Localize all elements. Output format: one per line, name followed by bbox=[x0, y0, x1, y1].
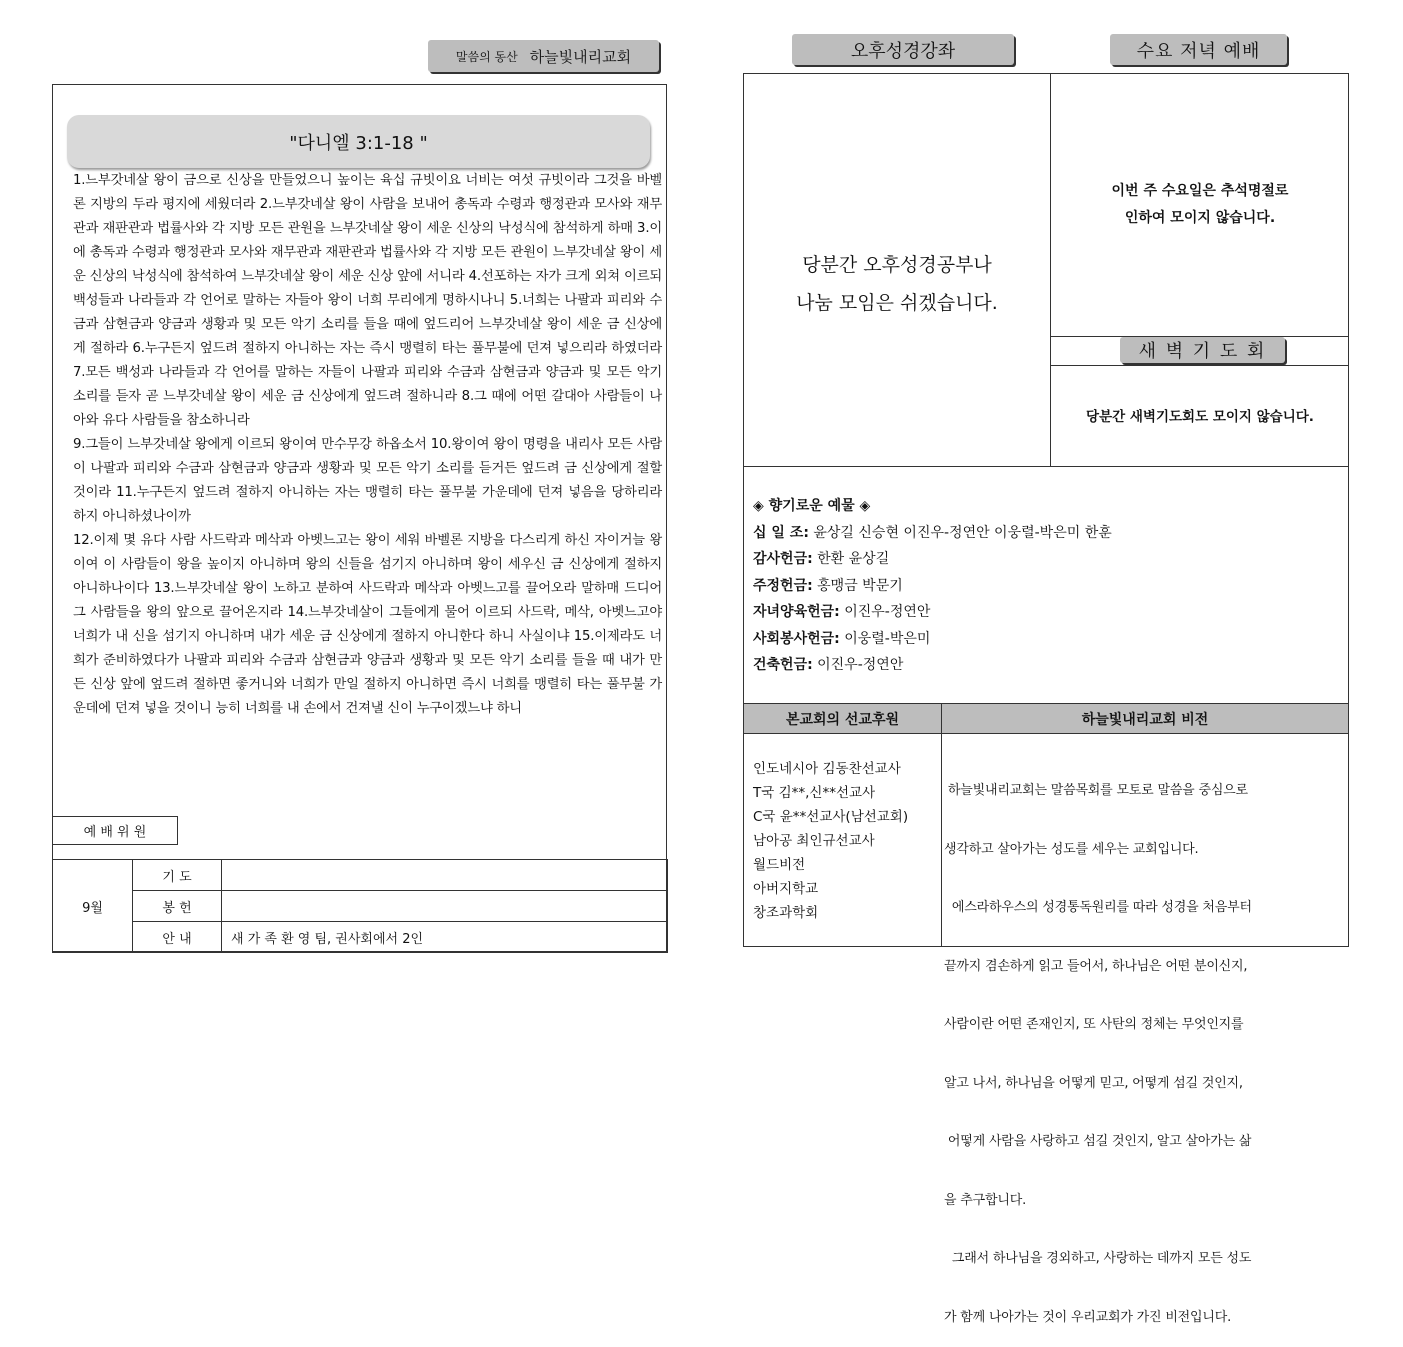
passage-title-bar bbox=[67, 115, 650, 168]
mission-list bbox=[753, 757, 939, 925]
divider-mission-vision bbox=[941, 703, 942, 947]
table-row bbox=[53, 860, 668, 891]
vision-line: 가 함께 나아가는 것이 우리교회가 가진 비전입니다. bbox=[944, 1309, 1232, 1325]
vision-line: 끝까지 겸손하게 읽고 들어서, 하나님은 어떤 분이신지, bbox=[944, 958, 1248, 974]
divider-dawn-bottom bbox=[1050, 365, 1349, 366]
list-item: 월드비전 bbox=[753, 857, 806, 873]
month-cell: 9월 bbox=[53, 860, 133, 953]
list-item: C국 윤**선교사(남선교회) bbox=[753, 809, 909, 825]
role-cell: 안 내 bbox=[133, 922, 222, 953]
worship-committee-label: 예 배 위 원 bbox=[52, 816, 178, 845]
divider-offering-top bbox=[743, 466, 1349, 467]
vision-line: 생각하고 살아가는 성도를 세우는 교회입니다. bbox=[944, 841, 1199, 857]
mission-header: 본교회의 선교후원 bbox=[744, 704, 941, 733]
offering-title: ◈ 향기로운 예물 ◈ bbox=[753, 498, 871, 514]
offering-item: 십 일 조: 윤상길 신승현 이진우-정연안 이웅렬-박은미 한훈 bbox=[753, 524, 1112, 541]
vision-line: 어떻게 사람을 사랑하고 섬길 것인지, 알고 살아가는 삶 bbox=[944, 1134, 1252, 1149]
afternoon-notice: 당분간 오후성경공부나 나눔 모임은 쉬겠습니다. bbox=[796, 254, 998, 314]
vision-header: 하늘빛내리교회 비전 bbox=[942, 704, 1348, 733]
scripture-paragraph: 12.이제 몇 유다 사람 사드락과 메삭과 아벳느고는 왕이 세워 바벨론 지방을 다스리게 하신 자이거늘 왕이여 이 사람들이 왕을 높이지 아니하며 왕의 신들을 섬기지 아니하며 왕이 세우신 금 신상에게 절하지 아니하나이다 13.느부갓네살 왕이 노하고 분하여 사드락과 메삭과 아벳느고를 끌어오라 말하매 드디어 그 사람들을 왕의 앞으로 끌어온지라 14.느부갓네살이 그들에게 물어 이르되 사드락, 메삭, 아벳느고야 너희가 내 신을 섬기지 아니하며 내가 세운 금 신상에게 절하지 아니한다 하니 사실이냐 15.이제라도 너희가 준비하였다가 나팔과 피리와 수금과 삼현금과 양금과 생황과 및 모든 악기 소리를 들을 때 내가 만든 신상 앞에 엎드려 절하면 좋거니와 너희가 만일 절하지 아니하면 즉시 너희를 맹렬히 타는 풀무불 가운데에 던져 넣을 것이니 능히 너희를 내 손에서 건져낼 신이 누구이겠느냐 하니 bbox=[73, 533, 662, 716]
table-row bbox=[53, 891, 668, 922]
value-cell bbox=[222, 860, 668, 891]
church-motto: 말씀의 동산 bbox=[455, 49, 518, 64]
dawn-prayer-tag: 새 벽 기 도 회 bbox=[1120, 337, 1285, 363]
church-name: 하늘빛내리교회 bbox=[529, 47, 632, 66]
value-cell: 새 가 족 환 영 팀, 권사회에서 2인 bbox=[222, 922, 668, 953]
list-item: 남아공 최인규선교사 bbox=[753, 833, 875, 849]
vision-line: 알고 나서, 하나님을 어떻게 믿고, 어떻게 섬길 것인지, bbox=[944, 1075, 1243, 1091]
table-row bbox=[53, 922, 668, 953]
vision-line: 사람이란 어떤 존재인지, 또 사탄의 정체는 무엇인지를 bbox=[944, 1017, 1244, 1032]
list-item: 인도네시아 김동찬선교사 bbox=[753, 761, 901, 777]
vision-line: 에스라하우스의 성경통독원리를 따라 성경을 처음부터 bbox=[944, 900, 1252, 915]
offering-section bbox=[753, 493, 1343, 679]
divider-header-bottom bbox=[743, 733, 1349, 734]
vision-text bbox=[944, 742, 1347, 1347]
worship-committee-table bbox=[52, 859, 668, 953]
offering-item: 주정헌금: 홍맹금 박문기 bbox=[753, 577, 903, 594]
scripture-paragraph: 9.그들이 느부갓네살 왕에게 이르되 왕이여 만수무강 하옵소서 10.왕이여 왕이 명령을 내리사 모든 사람이 나팔과 피리와 수금과 삼현금과 양금과 생황과 및 모든 악기 소리를 듣거든 엎드려 금 신상에게 절할 것이라 11.누구든지 엎드려 절하지 아니하는 자는 맹렬히 타는 풀무불 가운데에 던져 넣음을 당하리라 하지 아니하셨나이까 bbox=[73, 437, 662, 524]
afternoon-class-tag: 오후성경강좌 bbox=[792, 34, 1014, 65]
vision-line: 을 추구합니다. bbox=[944, 1192, 1027, 1208]
list-item: 창조과학회 bbox=[753, 905, 819, 921]
role-cell: 봉 헌 bbox=[133, 891, 222, 922]
church-name-tag bbox=[428, 40, 659, 72]
wednesday-service-tag: 수요 저녁 예배 bbox=[1110, 34, 1287, 65]
vision-line: 그래서 하나님을 경외하고, 사랑하는 데까지 모든 성도 bbox=[944, 1251, 1252, 1266]
offering-item: 자녀양육헌금: 이진우-정연안 bbox=[753, 604, 931, 620]
offering-item: 건축헌금: 이진우-정연안 bbox=[753, 657, 904, 673]
role-cell: 기 도 bbox=[133, 860, 222, 891]
offering-item: 사회봉사헌금: 이웅렬-박은미 bbox=[753, 630, 931, 647]
wednesday-notice: 이번 주 수요일은 추석명절로 인하여 모이지 않습니다. bbox=[1111, 183, 1289, 226]
list-item: T국 김**,신**선교사 bbox=[753, 785, 876, 801]
scripture-paragraph: 1.느부갓네살 왕이 금으로 신상을 만들었으니 높이는 육십 규빗이요 너비는 여섯 규빗이라 그것을 바벨론 지방의 두라 평지에 세웠더라 2.느부갓네살 왕이 사람을 보내어 총독과 수령과 행정관과 모사와 재무관과 재판관과 법률사와 각 지방 모든 관원을 느부갓네살 왕이 세운 신상의 낙성식에 참석하게 하매 3.이에 총독과 수령과 행정관과 모사와 재무관과 재판관과 법률사와 각 지방 모든 관원이 느부갓네살 왕이 세운 신상의 낙성식에 참석하여 느부갓네살 왕이 세운 신상 앞에 서니라 4.선포하는 자가 크게 외쳐 이르되 백성들과 나라들과 각 언어로 말하는 자들아 왕이 너희 무리에게 명하시나니 5.너희는 나팔과 피리와 수금과 삼현금과 양금과 생황과 및 모든 악기 소리를 들을 때에 엎드리어 느부갓네살 왕이 세운 금 신상에게 절하라 6.누구든지 엎드려 절하지 아니하는 자는 즉시 맹렬히 타는 풀무불에 던져 넣으리라 하였더라 7.모든 백성과 나라들과 각 언어를 말하는 자들이 나팔과 피리와 수금과 삼현금과 양금과 및 모든 악기 소리를 듣자 곧 느부갓네살 왕이 세운 금 신상에게 엎드려 절하니라 8.그 때에 어떤 갈대아 사람들이 나아와 유다 사람들을 참소하니라 bbox=[73, 173, 662, 428]
offering-item: 감사헌금: 한환 윤상길 bbox=[753, 551, 890, 567]
dawn-notice: 당분간 새벽기도회도 모이지 않습니다. bbox=[1086, 409, 1314, 425]
passage-title: "다니엘 3:1-18 " bbox=[289, 132, 428, 154]
list-item: 아버지학교 bbox=[753, 881, 819, 897]
scripture-text bbox=[73, 169, 662, 721]
vision-line: 하늘빛내리교회는 말씀목회를 모토로 말씀을 중심으로 bbox=[944, 783, 1248, 798]
value-cell bbox=[222, 891, 668, 922]
